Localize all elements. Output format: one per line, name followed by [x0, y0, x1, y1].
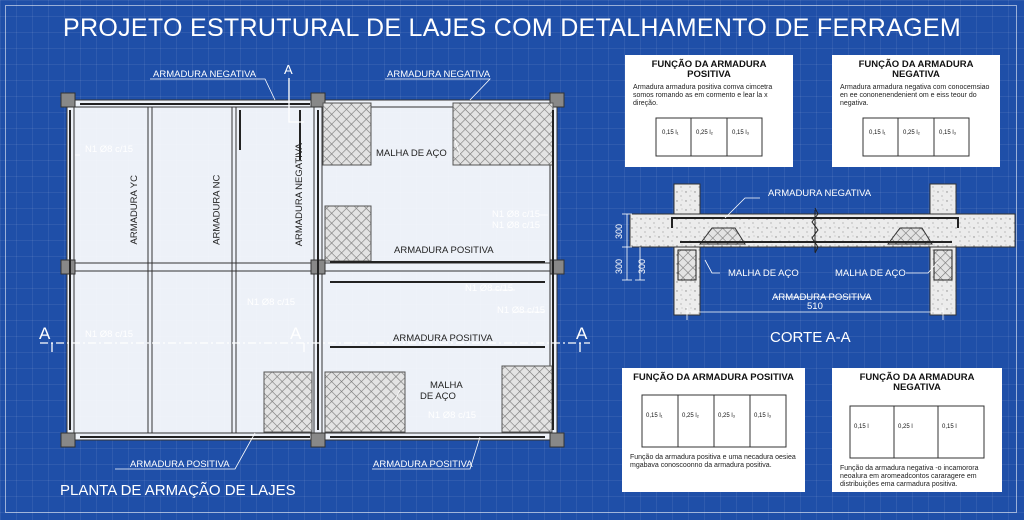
section-marker-top: A — [284, 62, 293, 77]
card-dim: 0,25 l₂ — [681, 413, 699, 420]
label-n1-2: N1 Ø8 c/15 — [492, 209, 541, 220]
label-armadura-negativa-left: ARMADURA NEGATIVA — [153, 69, 257, 80]
label-armadura-nc: ARMADURA NC — [211, 174, 223, 245]
slab-plan — [40, 78, 590, 469]
card-dim: 0,15 l₃ — [939, 130, 957, 137]
card-dim: 0,15 l₁ — [645, 413, 663, 420]
card-text: Função da armadura positiva e uma necadura oesiea mgabava conoscoonno da armadura positiva. — [630, 454, 796, 470]
card-title: FUNÇÃO DA ARMADURA POSITIVA — [633, 372, 794, 383]
card-negative-bottom — [832, 368, 1002, 492]
section-label-pos: ARMADURA POSITIVA — [772, 292, 872, 303]
card-text: Armadura armadura positiva comva cimcetra somos romando as em cormento e lear la x direção. — [633, 83, 773, 107]
label-armadura-positiva-bottom-left: ARMADURA POSITIVA — [130, 459, 230, 470]
section-label-malha-left: MALHA DE AÇO — [728, 268, 799, 279]
card-positive-top — [625, 55, 793, 167]
label-n1-3: N1 Ø8 c/15 — [492, 220, 541, 231]
slab-diagram-icon — [842, 400, 992, 462]
plan-caption: PLANTA DE ARMAÇÃO DE LAJES — [60, 482, 296, 499]
section-dim-510: 510 — [807, 301, 823, 312]
label-n1-5: N1 Ø8 c/15 — [247, 297, 296, 308]
label-malha-bottom-2: DE AÇO — [420, 391, 456, 402]
card-dim: 0,25 l₃ — [717, 413, 735, 420]
card-dim: 0,15 l — [942, 423, 957, 430]
label-armadura-positiva-2: ARMADURA POSITIVA — [393, 333, 493, 344]
label-n1-1: N1 Ø8 c/15 — [85, 144, 134, 155]
card-dim: 0,25 l — [898, 423, 913, 430]
card-negative-top — [832, 55, 1000, 167]
label-n1-4: N1 Ø8 c/15 — [465, 283, 514, 294]
label-malha-bottom-1: MALHA — [430, 380, 463, 391]
card-text: Armadura armadura negativa com conocemsiao en ee cononenendenient om e eiss teour do negativa. — [840, 83, 990, 107]
label-armadura-yc: ARMADURA YC — [129, 174, 141, 245]
section-marker-center: A — [290, 324, 302, 343]
label-armadura-positiva-bottom-right: ARMADURA POSITIVA — [373, 459, 473, 470]
card-dim: 0,15 l — [854, 423, 869, 430]
card-dim: 0,15 l₁ — [869, 130, 886, 137]
section-dim-300b: 300 — [614, 258, 625, 275]
card-title: FUNÇÃO DA ARMADURA NEGATIVA — [858, 59, 974, 81]
label-malha-top: MALHA DE AÇO — [376, 148, 447, 159]
label-armadura-positiva-1: ARMADURA POSITIVA — [394, 245, 494, 256]
section-marker-right: A — [576, 324, 588, 343]
slab-diagram-icon — [634, 389, 794, 451]
card-dim: 0,15 l₃ — [753, 413, 771, 420]
section-label-malha-right: MALHA DE AÇO — [835, 268, 906, 279]
label-n1-6: N1 Ø8 c/15 — [497, 305, 546, 316]
card-title: FUNÇÃO DA ARMADURA NEGATIVA — [859, 372, 975, 394]
section-dim-300a: 300 — [614, 223, 625, 240]
section-label-neg: ARMADURA NEGATIVA — [768, 188, 872, 199]
card-dim: 0,25 l₂ — [903, 130, 921, 137]
section-marker-left: A — [39, 324, 51, 343]
card-positive-bottom — [622, 368, 805, 492]
label-armadura-negativa-vertical: ARMADURA NEGATIVA — [293, 143, 305, 247]
card-dim: 0,15 l₃ — [732, 130, 750, 137]
card-dim: 0,25 l₂ — [696, 130, 714, 137]
label-armadura-negativa-right: ARMADURA NEGATIVA — [387, 69, 491, 80]
section-caption: CORTE A-A — [770, 329, 851, 346]
card-title: FUNÇÃO DA ARMADURA POSITIVA — [651, 59, 767, 81]
drawing-title: PROJETO ESTRUTURAL DE LAJES COM DETALHAMENTO DE FERRAGEM — [63, 14, 961, 42]
card-dim: 0,15 l₁ — [662, 130, 679, 137]
label-n1-7: N1 Ø8 c/15 — [85, 329, 134, 340]
label-n1-8: N1 Ø8 c/15 — [428, 410, 477, 421]
slab-diagram-icon — [851, 114, 981, 160]
section-dim-300c: 300 — [637, 258, 648, 275]
slab-diagram-icon — [644, 114, 774, 160]
card-text: Função da armadura negativa -o incamorora neoalura em aromeadcontos cararagere em distribuições ema carmadura positiva. — [840, 464, 979, 488]
